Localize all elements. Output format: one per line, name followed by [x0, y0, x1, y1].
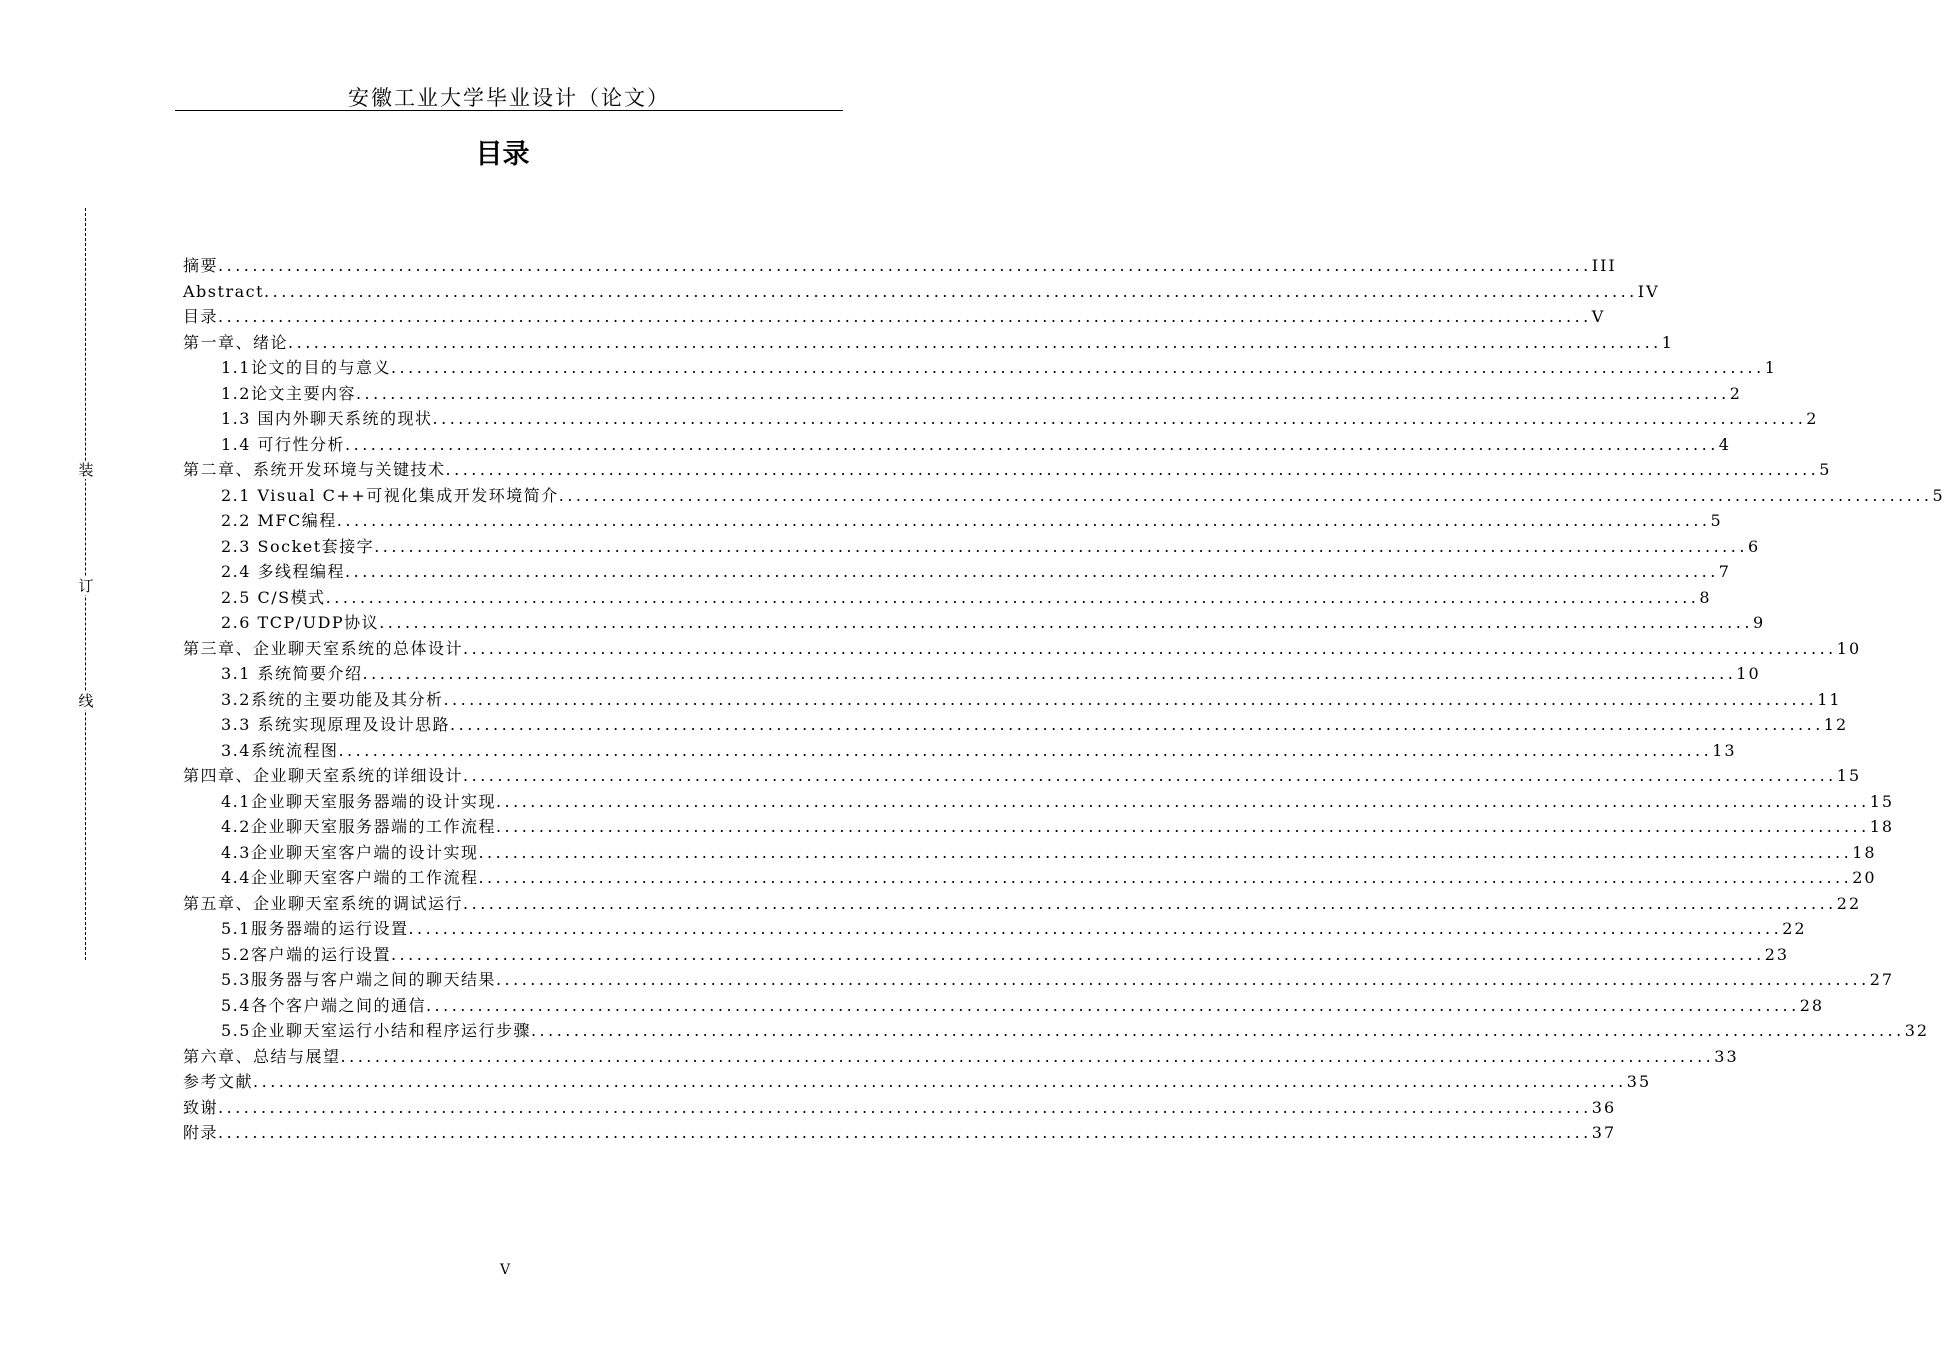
toc-dot-leader — [391, 942, 1765, 968]
toc-dot-leader — [218, 1120, 1592, 1146]
toc-dot-leader — [218, 1095, 1592, 1121]
toc-entry[interactable] — [183, 253, 1617, 279]
toc-entry[interactable] — [183, 279, 1660, 305]
toc-dot-leader — [531, 1018, 1905, 1044]
toc-entry[interactable] — [183, 406, 1819, 432]
toc-entry-label: 1.4 可行性分析 — [221, 434, 346, 454]
toc-dot-leader — [345, 432, 1719, 458]
toc-entry-label: 4.4企业聊天室客户端的工作流程 — [221, 868, 479, 887]
toc-entry-label: 4.2企业聊天室服务器端的工作流程 — [221, 817, 496, 836]
toc-entry-label: 第二章、系统开发环境与关键技术 — [183, 460, 446, 479]
toc-entry-page: 10 — [1736, 664, 1761, 683]
toc-entry-page: 37 — [1591, 1123, 1617, 1142]
toc-dot-leader — [326, 585, 1700, 611]
toc-entry-label: 第四章、企业聊天室系统的详细设计 — [183, 766, 464, 785]
toc-dot-leader — [478, 840, 1852, 866]
toc-entry-label: 4.3企业聊天室客户端的设计实现 — [221, 842, 479, 862]
toc-dot-leader — [337, 508, 1711, 534]
toc-entry[interactable] — [183, 483, 1945, 509]
toc-entry[interactable] — [183, 916, 1807, 942]
toc-entry-page: 18 — [1869, 817, 1895, 836]
toc-entry[interactable] — [183, 1120, 1617, 1146]
toc-entry-page: 22 — [1836, 893, 1862, 913]
toc-entry-page: 5 — [1819, 460, 1832, 479]
toc-entry-page: 5 — [1932, 485, 1945, 505]
toc-entry-page: 28 — [1799, 995, 1825, 1015]
toc-entry[interactable] — [183, 712, 1849, 738]
toc-entry-label: 2.1 Visual C++可视化集成开发环境简介 — [221, 485, 559, 505]
toc-dot-leader — [374, 534, 1748, 560]
toc-entry-label: 目录 — [183, 307, 219, 326]
toc-entry-label: 1.3 国内外聊天系统的现状 — [221, 409, 433, 428]
toc-entry-page: 6 — [1747, 536, 1761, 556]
toc-dot-leader — [391, 355, 1765, 381]
toc-entry[interactable] — [183, 457, 1832, 483]
toc-entry[interactable] — [183, 993, 1825, 1019]
toc-entry[interactable] — [183, 610, 1766, 636]
binding-char-zhuang: 装 — [78, 461, 94, 479]
toc-entry[interactable] — [183, 814, 1895, 840]
toc-entry-page: 2 — [1806, 409, 1819, 428]
toc-entry[interactable] — [183, 687, 1842, 713]
toc-entry-page: 15 — [1869, 791, 1895, 811]
toc-entry[interactable] — [183, 1044, 1739, 1070]
toc-dot-leader — [559, 483, 1933, 509]
toc-entry[interactable] — [183, 891, 1862, 917]
toc-entry-label: 1.2论文主要内容 — [221, 383, 356, 403]
toc-entry[interactable] — [183, 865, 1877, 891]
toc-entry-page: 5 — [1710, 511, 1723, 530]
binding-char-xian: 线 — [78, 692, 94, 710]
toc-entry-label: 第六章、总结与展望 — [183, 1046, 341, 1066]
toc-entry-page: 10 — [1836, 638, 1862, 658]
toc-dot-leader — [253, 1069, 1627, 1095]
toc-entry-label: 5.1服务器端的运行设置 — [221, 919, 409, 938]
toc-entry-page: 35 — [1626, 1072, 1652, 1091]
toc-entry-page: 12 — [1823, 715, 1849, 734]
toc-entry-page: 1 — [1764, 358, 1777, 377]
toc-entry-label: 致谢 — [183, 1097, 219, 1117]
toc-dot-leader — [379, 610, 1753, 636]
toc-dot-leader — [341, 1044, 1715, 1070]
toc-entry[interactable] — [183, 381, 1742, 407]
toc-dot-leader — [408, 916, 1782, 942]
toc-dot-leader — [356, 381, 1730, 407]
toc-entry-label: Abstract — [183, 281, 265, 301]
toc-dot-leader — [433, 406, 1807, 432]
toc-entry-page: 13 — [1712, 740, 1737, 760]
toc-dot-leader — [218, 304, 1592, 330]
toc-entry[interactable] — [183, 636, 1862, 662]
toc-entry-page: IV — [1637, 281, 1660, 301]
toc-entry-label: 3.2系统的主要功能及其分析 — [221, 689, 444, 709]
toc-entry[interactable] — [183, 789, 1895, 815]
toc-entry[interactable] — [183, 942, 1790, 968]
toc-entry-label: 5.2客户端的运行设置 — [221, 944, 391, 964]
toc-entry[interactable] — [183, 534, 1761, 560]
toc-entry-page: 7 — [1718, 562, 1731, 581]
toc-dot-leader — [446, 457, 1820, 483]
page-header-title: 安徽工业大学毕业设计（论文） — [348, 86, 670, 110]
toc-entry[interactable] — [183, 355, 1777, 381]
toc-dot-leader — [443, 687, 1817, 713]
toc-entry-label: 2.3 Socket套接字 — [221, 536, 375, 556]
toc-entry-label: 1.1论文的目的与意义 — [221, 358, 391, 377]
toc-entry-page: V — [1591, 307, 1606, 326]
toc-dot-leader — [264, 279, 1638, 305]
toc-entry[interactable] — [183, 1095, 1617, 1121]
toc-dot-leader — [463, 763, 1837, 789]
toc-entry-page: 2 — [1729, 383, 1742, 403]
toc-dot-leader — [345, 559, 1719, 585]
toc-entry-page: 15 — [1836, 766, 1862, 785]
toc-entry-label: 2.6 TCP/UDP协议 — [221, 613, 380, 632]
toc-entry-page: 8 — [1699, 587, 1712, 607]
toc-entry[interactable] — [183, 763, 1862, 789]
binding-char-ding: 订 — [78, 577, 94, 595]
toc-entry[interactable] — [183, 967, 1895, 993]
toc-entry-page: 18 — [1852, 842, 1877, 862]
toc-entry-label: 5.4各个客户端之间的通信 — [221, 995, 426, 1015]
toc-dot-leader — [463, 636, 1837, 662]
toc-entry-label: 第一章、绪论 — [183, 332, 289, 352]
toc-dot-leader — [463, 891, 1837, 917]
toc-entry[interactable] — [183, 559, 1731, 585]
toc-entry-page: 27 — [1869, 970, 1895, 989]
table-of-contents — [183, 253, 1945, 1146]
toc-entry-page: 22 — [1782, 919, 1807, 938]
toc-entry-page: 20 — [1852, 868, 1877, 887]
toc-entry-label: 摘要 — [183, 256, 219, 275]
toc-entry-label: 2.5 C/S模式 — [221, 587, 326, 607]
toc-entry-label: 参考文献 — [183, 1072, 254, 1091]
toc-entry-label: 3.4系统流程图 — [221, 740, 339, 760]
toc-entry-page: III — [1591, 256, 1617, 275]
toc-entry-page: 33 — [1714, 1046, 1739, 1066]
toc-entry[interactable] — [183, 1069, 1652, 1095]
toc-entry[interactable] — [183, 585, 1712, 611]
toc-entry-label: 2.4 多线程编程 — [221, 562, 346, 581]
toc-entry[interactable] — [183, 304, 1606, 330]
toc-dot-leader — [478, 865, 1852, 891]
toc-entry[interactable] — [183, 508, 1723, 534]
toc-entry-page: 32 — [1904, 1021, 1930, 1040]
toc-entry-page: 23 — [1764, 944, 1790, 964]
toc-dot-leader — [450, 712, 1824, 738]
toc-entry-label: 2.2 MFC编程 — [221, 511, 337, 530]
toc-entry-page: 1 — [1661, 332, 1674, 352]
toc-entry[interactable] — [183, 738, 1737, 764]
toc-dot-leader — [426, 993, 1800, 1019]
toc-entry[interactable] — [183, 661, 1761, 687]
toc-dot-leader — [338, 738, 1712, 764]
toc-entry[interactable] — [183, 432, 1731, 458]
toc-entry-page: 36 — [1591, 1097, 1617, 1117]
toc-entry-label: 3.3 系统实现原理及设计思路 — [221, 715, 451, 734]
toc-entry-label: 3.1 系统简要介绍 — [221, 664, 363, 683]
toc-entry-label: 5.5企业聊天室运行小结和程序运行步骤 — [221, 1021, 531, 1040]
toc-dot-leader — [496, 789, 1870, 815]
toc-entry-label: 附录 — [183, 1123, 219, 1142]
toc-entry-label: 4.1企业聊天室服务器端的设计实现 — [221, 791, 496, 811]
toc-entry-page: 9 — [1752, 613, 1766, 632]
toc-dot-leader — [496, 814, 1870, 840]
toc-dot-leader — [496, 967, 1870, 993]
toc-entry-label: 5.3服务器与客户端之间的聊天结果 — [221, 970, 496, 989]
toc-entry[interactable] — [183, 840, 1877, 866]
page-title: 目录 — [475, 139, 530, 170]
header-rule — [175, 110, 843, 111]
toc-entry[interactable] — [183, 1018, 1930, 1044]
toc-entry-label: 第五章、企业聊天室系统的调试运行 — [183, 893, 464, 913]
footer-page-number: V — [499, 1262, 511, 1278]
toc-entry-page: 11 — [1817, 689, 1842, 709]
toc-entry[interactable] — [183, 330, 1674, 356]
toc-entry-page: 4 — [1718, 434, 1731, 454]
toc-entry-label: 第三章、企业聊天室系统的总体设计 — [183, 638, 464, 658]
toc-dot-leader — [288, 330, 1662, 356]
toc-dot-leader — [363, 661, 1737, 687]
toc-dot-leader — [218, 253, 1592, 279]
